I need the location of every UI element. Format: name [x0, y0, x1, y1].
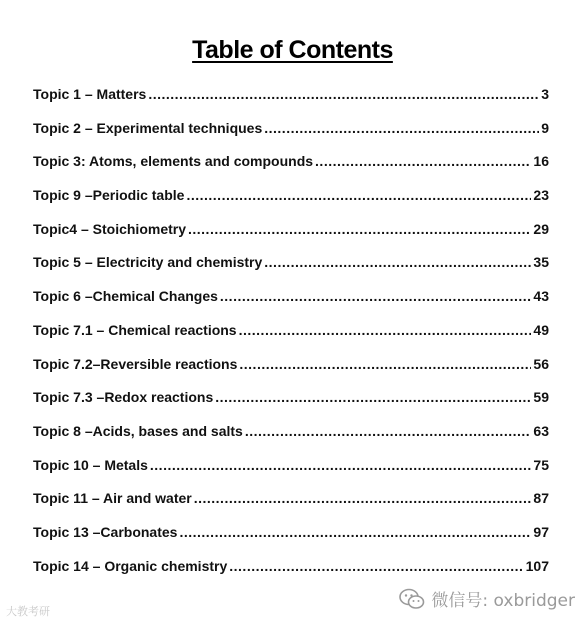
toc-entry-label: Topic 7.1 – Chemical reactions	[33, 321, 237, 338]
toc-entry	[33, 187, 549, 221]
toc-entry-page: 9	[541, 119, 549, 136]
toc-entry-page: 63	[533, 422, 549, 439]
toc-entry-page: 43	[533, 288, 549, 305]
toc-dot-leader	[215, 389, 531, 405]
toc-dot-leader	[315, 153, 531, 169]
toc-entry	[33, 288, 549, 322]
toc-entry	[33, 457, 549, 491]
wechat-watermark	[399, 586, 575, 611]
toc-entry-page: 35	[533, 254, 549, 271]
toc-dot-leader	[186, 187, 531, 203]
toc-entry-label: Topic 14 – Organic chemistry	[33, 557, 228, 574]
toc-entry-label: Topic 7.2–Reversible reactions	[33, 355, 238, 372]
wechat-id-text: 微信号: oxbridger	[431, 591, 575, 611]
toc-entry-page: 16	[533, 153, 549, 170]
toc-entry-page: 23	[533, 187, 549, 204]
toc-entry-label: Topic 9 –Periodic table	[33, 187, 185, 204]
toc-entry	[33, 153, 549, 187]
toc-entry-label: Topic 2 – Experimental techniques	[33, 119, 263, 136]
toc-entry-label: Topic4 – Stoichiometry	[33, 220, 186, 237]
toc-entry-label: Topic 5 – Electricity and chemistry	[33, 254, 263, 271]
toc-entry-label: Topic 10 – Metals	[33, 456, 148, 473]
toc-dot-leader	[239, 356, 531, 372]
table-of-contents	[33, 86, 549, 591]
toc-dot-leader	[194, 490, 532, 506]
toc-entry-page: 29	[533, 220, 549, 237]
toc-entry-label: Topic 13 –Carbonates	[33, 523, 178, 540]
toc-entry-page: 49	[533, 321, 549, 338]
toc-dot-leader	[229, 558, 523, 574]
toc-entry-page: 87	[533, 490, 549, 507]
toc-entry	[33, 120, 549, 154]
toc-entry-label: Topic 7.3 –Redox reactions	[33, 389, 214, 406]
toc-entry	[33, 86, 549, 120]
toc-entry	[33, 423, 549, 457]
toc-entry-page: 59	[533, 389, 549, 406]
toc-dot-leader	[188, 221, 531, 237]
toc-entry	[33, 254, 549, 288]
toc-entry-page: 97	[533, 523, 549, 540]
wechat-icon	[399, 588, 425, 610]
toc-entry	[33, 389, 549, 423]
toc-dot-leader	[179, 524, 531, 540]
toc-entry-page: 56	[533, 355, 549, 372]
toc-dot-leader	[245, 423, 532, 439]
toc-entry	[33, 221, 549, 255]
watermark-left: 大教考研	[6, 605, 50, 618]
toc-entry	[33, 322, 549, 356]
toc-entry	[33, 356, 549, 390]
toc-entry	[33, 490, 549, 524]
toc-dot-leader	[264, 120, 539, 136]
toc-entry-label: Topic 3: Atoms, elements and compounds	[33, 153, 314, 170]
toc-dot-leader	[220, 288, 532, 304]
toc-dot-leader	[150, 457, 532, 473]
toc-dot-leader	[264, 254, 531, 270]
toc-entry	[33, 524, 549, 558]
toc-entry-page: 3	[541, 86, 549, 102]
toc-dot-leader	[148, 86, 539, 102]
toc-entry-label: Topic 6 –Chemical Changes	[33, 288, 218, 305]
page-title: Table of Contents	[192, 36, 393, 64]
toc-entry-label: Topic 8 –Acids, bases and salts	[33, 422, 243, 439]
toc-entry-label: Topic 11 – Air and water	[33, 490, 192, 507]
toc-dot-leader	[239, 322, 532, 338]
toc-entry-page: 75	[533, 456, 549, 473]
toc-entry-label: Topic 1 – Matters	[33, 86, 147, 102]
toc-entry-page: 107	[525, 557, 549, 574]
